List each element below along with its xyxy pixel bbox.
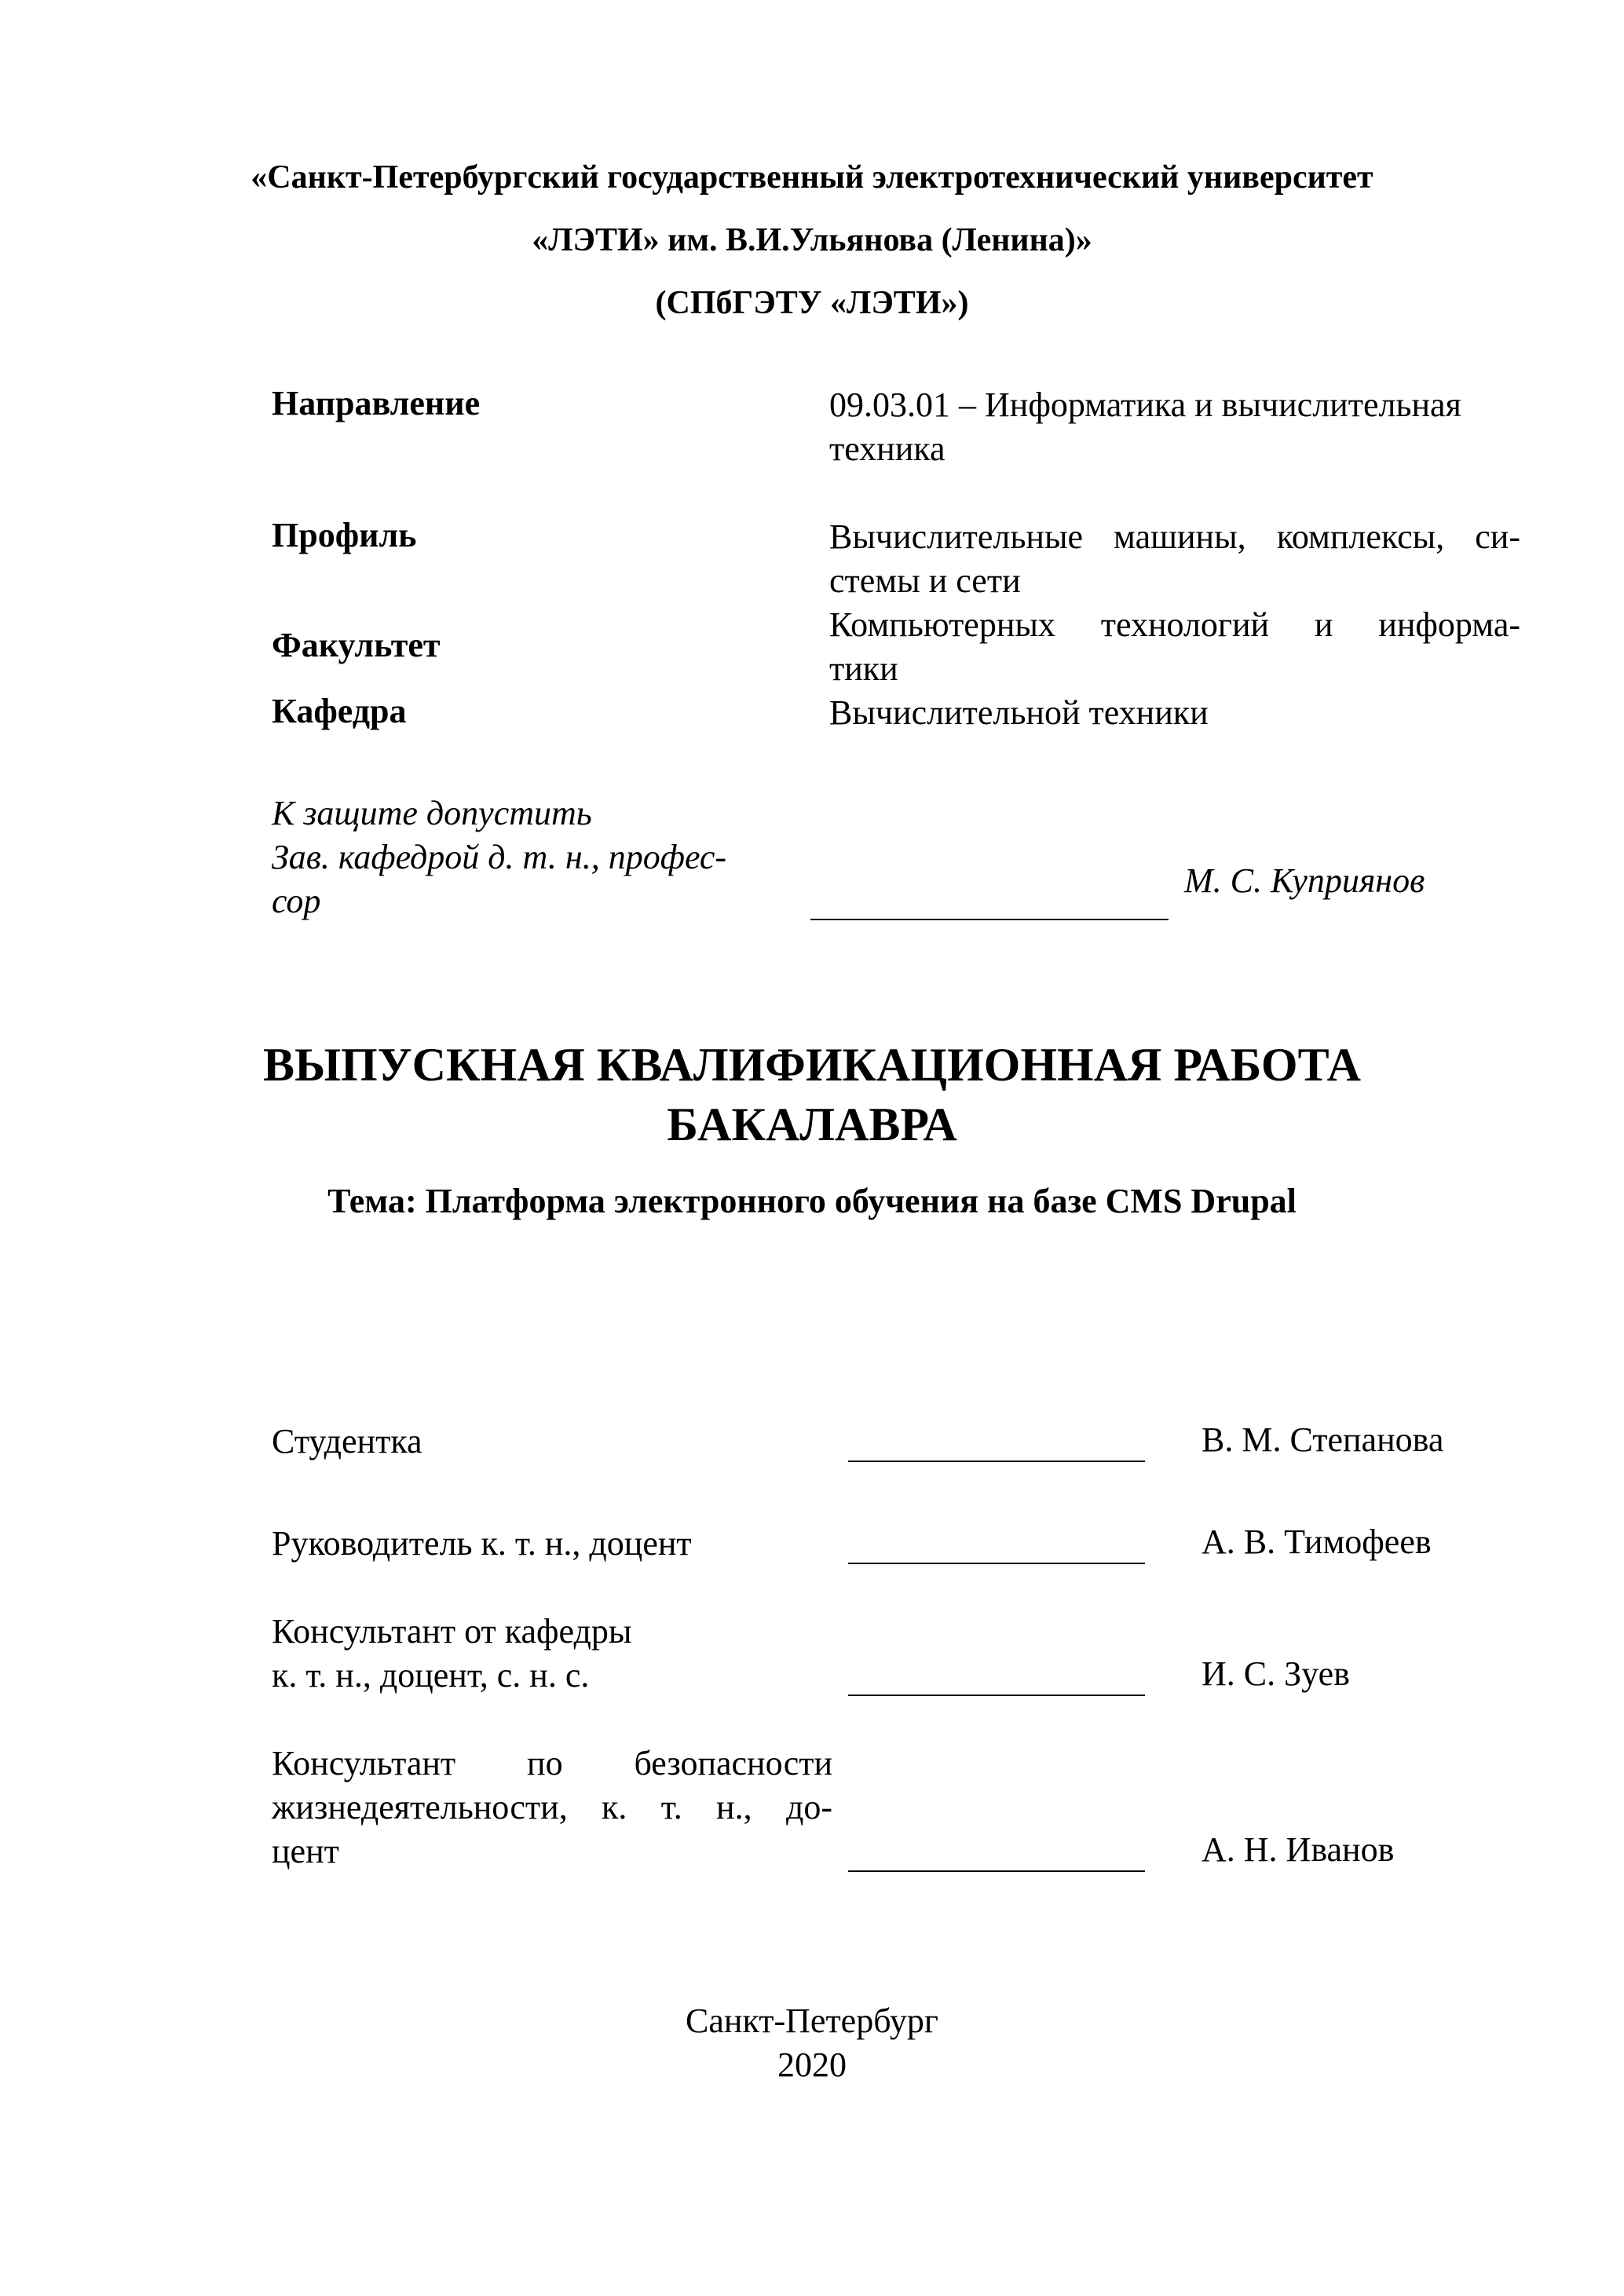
- profile-value: Вычислительные машины, комплексы, си- стемы и сети: [829, 517, 1520, 600]
- direction-value: 09.03.01 – Информатика и вычислительная техника: [829, 386, 1461, 468]
- signature-line-supervisor: [848, 1563, 1145, 1564]
- university-short-name: (СПбГЭТУ «ЛЭТИ»): [655, 285, 969, 321]
- department-label: Кафедра: [272, 692, 407, 730]
- signature-role-student: Студентка: [272, 1422, 422, 1461]
- approval-line-3: сор: [272, 882, 321, 920]
- approval-name: М. С. Куприянов: [1184, 861, 1425, 900]
- approval-line-2: Зав. кафедрой д. т. н., профес-: [272, 838, 727, 876]
- signature-name-safety-consultant: А. Н. Иванов: [1202, 1830, 1395, 1869]
- signature-role-safety-consultant: Консультант по безопасности жизнедеятельности, к. т. н., до- цент: [272, 1744, 832, 1870]
- signature-role-dept-consultant-line-2: к. т. н., доцент, с. н. с.: [272, 1656, 590, 1695]
- signature-name-student: В. М. Степанова: [1202, 1420, 1444, 1459]
- university-name: «Санкт-Петербургский государственный электротехнический университет: [251, 159, 1373, 196]
- direction-label: Направление: [272, 384, 481, 422]
- approval-line-1: К защите допустить: [272, 794, 592, 832]
- footer-year: 2020: [777, 2046, 847, 2084]
- signature-line-safety-consultant: [848, 1870, 1145, 1872]
- work-title-line-1: ВЫПУСКНАЯ КВАЛИФИКАЦИОННАЯ РАБОТА: [263, 1039, 1361, 1091]
- department-value: Вычислительной техники: [829, 693, 1209, 732]
- signature-role-dept-consultant-line-1: Консультант от кафедры: [272, 1612, 632, 1651]
- faculty-label: Факультет: [272, 626, 441, 664]
- signature-name-dept-consultant: И. С. Зуев: [1202, 1654, 1350, 1693]
- signature-line-dept-consultant: [848, 1695, 1145, 1696]
- faculty-value: Компьютерных технологий и информа- тики: [829, 605, 1520, 688]
- signature-line-student: [848, 1461, 1145, 1462]
- signature-role-supervisor: Руководитель к. т. н., доцент: [272, 1524, 692, 1563]
- work-topic: Тема: Платформа электронного обучения на базе CMS Drupal: [327, 1182, 1297, 1220]
- university-abbrev-name: «ЛЭТИ» им. В.И.Ульянова (Ленина)»: [532, 222, 1092, 258]
- footer-city: Санкт-Петербург: [686, 2002, 938, 2040]
- signature-name-supervisor: А. В. Тимофеев: [1202, 1523, 1432, 1561]
- work-title-line-2: БАКАЛАВРА: [667, 1099, 957, 1150]
- approval-signature-line: [810, 919, 1169, 920]
- profile-label: Профиль: [272, 516, 417, 554]
